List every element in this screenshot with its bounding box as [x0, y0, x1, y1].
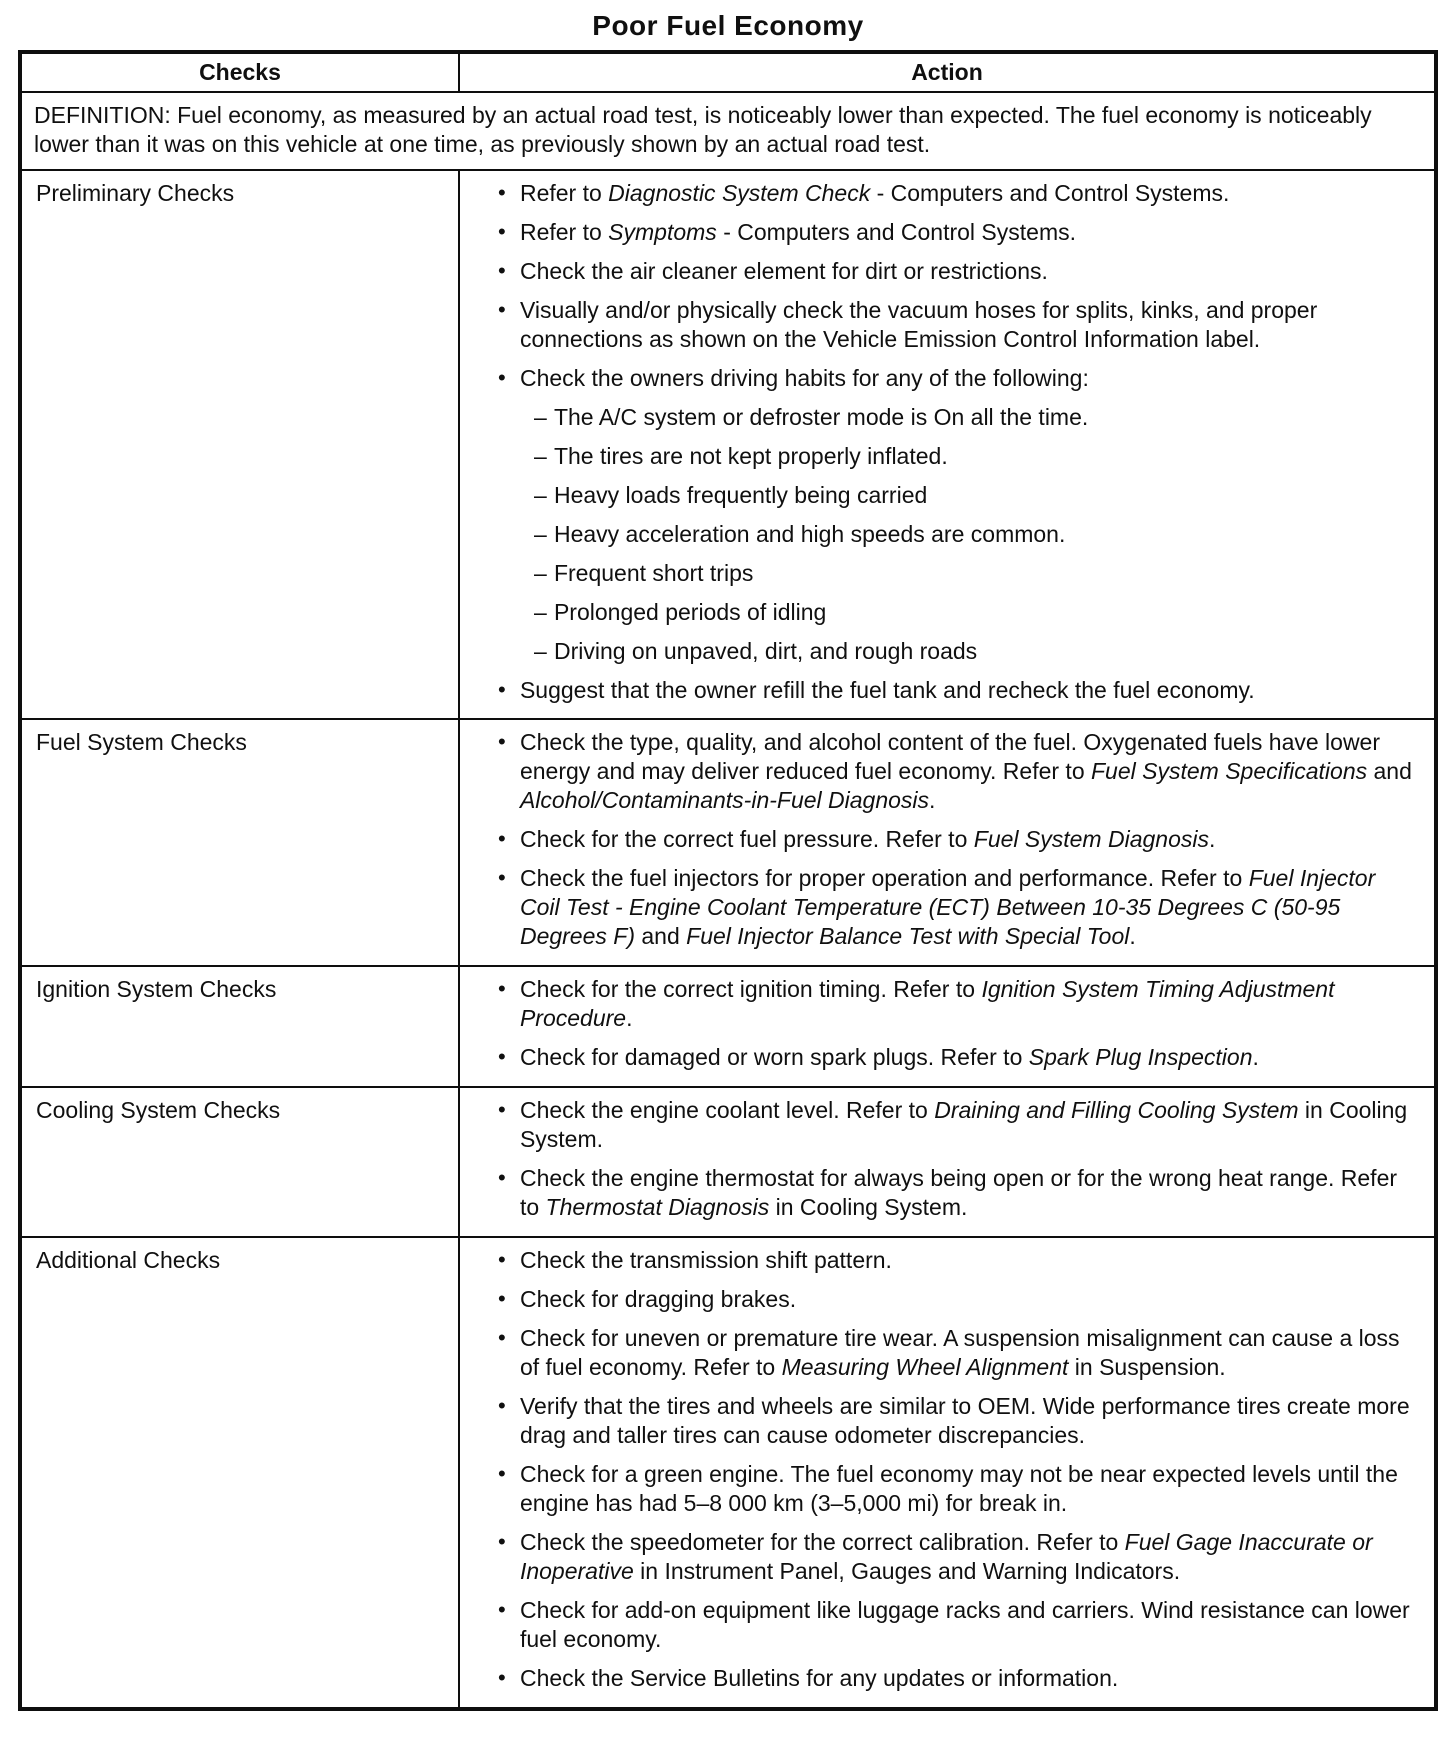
- action-text: Check for damaged or worn spark plugs. Refer to Spark Plug Inspection.: [519, 1044, 1259, 1071]
- definition-text: DEFINITION: Fuel economy, as measured by an actual road test, is noticeably lower than expected. The fuel economy is noticeably lower than it was on this vehicle at one time, as previously shown by an actual road test.: [20, 92, 1436, 170]
- action-item: [498, 179, 1418, 208]
- subitem-text: Frequent short trips: [553, 559, 754, 586]
- action-item: [498, 864, 1418, 951]
- bullet-icon: •: [497, 1097, 506, 1123]
- action-item: [498, 1664, 1418, 1693]
- bullet-icon: •: [497, 257, 506, 283]
- action-cell: [459, 719, 1436, 966]
- action-subitem: [534, 559, 1418, 588]
- action-subitem: [534, 520, 1418, 549]
- definition-row: [20, 92, 1436, 170]
- dash-icon: –: [533, 598, 547, 625]
- table-row: [20, 966, 1436, 1087]
- bullet-icon: •: [497, 676, 506, 702]
- bullet-icon: •: [497, 179, 506, 205]
- action-text: Refer to Diagnostic System Check - Computers and Control Systems.: [519, 179, 1230, 206]
- bullet-icon: •: [497, 1286, 506, 1311]
- action-item: [498, 257, 1418, 286]
- action-item: [498, 676, 1418, 705]
- action-subitem: [534, 598, 1418, 627]
- action-item: [498, 1043, 1418, 1072]
- action-item: [498, 1596, 1418, 1654]
- table-row: [20, 170, 1436, 720]
- action-item: [498, 975, 1418, 1033]
- action-item: [498, 1096, 1418, 1154]
- table-row: [20, 719, 1436, 966]
- subitem-text: Heavy loads frequently being carried: [553, 481, 928, 508]
- action-item: [498, 1324, 1418, 1382]
- action-text: Check the owners driving habits for any of the following:: [519, 364, 1089, 391]
- action-text: Check the speedometer for the correct calibration. Refer to Fuel Gage Inaccurate or Inoperative in Instrument Panel, Gauges and Warning Indicators.: [519, 1528, 1373, 1584]
- bullet-icon: •: [497, 1460, 506, 1486]
- action-text: Visually and/or physically check the vacuum hoses for splits, kinks, and proper connections as shown on the Vehicle Emission Control Information label.: [519, 296, 1318, 352]
- action-text: Refer to Symptoms - Computers and Control Systems.: [519, 218, 1076, 245]
- bullet-icon: •: [497, 1596, 506, 1622]
- action-text: Check for a green engine. The fuel economy may not be near expected levels until the engine has had 5–8 000 km (3–5,000 mi) for break in.: [519, 1460, 1398, 1516]
- subitem-text: The tires are not kept properly inflated.: [553, 442, 948, 469]
- subitem-text: Driving on unpaved, dirt, and rough roads: [553, 637, 978, 664]
- bullet-icon: •: [497, 865, 506, 891]
- action-item: [498, 1285, 1418, 1314]
- action-cell: [459, 1087, 1436, 1237]
- table-row: [20, 1087, 1436, 1237]
- action-cell: [459, 170, 1436, 720]
- bullet-icon: •: [497, 976, 506, 1002]
- bullet-icon: •: [497, 1528, 506, 1554]
- action-item: [498, 1528, 1418, 1586]
- action-subitem: [534, 637, 1418, 666]
- action-item: [498, 218, 1418, 247]
- action-text: Check for the correct ignition timing. Refer to Ignition System Timing Adjustment Procedure.: [519, 976, 1335, 1032]
- subitem-text: Heavy acceleration and high speeds are common.: [553, 520, 1066, 547]
- action-text: Check for add-on equipment like luggage racks and carriers. Wind resistance can lower fuel economy.: [519, 1596, 1410, 1652]
- check-category-label: Preliminary Checks: [20, 170, 459, 720]
- table-header-row: [20, 52, 1436, 92]
- table-row: [20, 1237, 1436, 1709]
- action-item: [498, 1460, 1418, 1518]
- bullet-icon: •: [497, 218, 506, 244]
- action-item: [498, 364, 1418, 393]
- action-item: [498, 1392, 1418, 1450]
- action-text: Check the transmission shift pattern.: [519, 1247, 892, 1274]
- action-item: [498, 825, 1418, 854]
- bullet-icon: •: [497, 826, 506, 852]
- subitem-text: The A/C system or defroster mode is On all the time.: [553, 403, 1089, 430]
- action-text: Check the engine coolant level. Refer to Draining and Filling Cooling System in Cooling System.: [519, 1097, 1408, 1153]
- column-header-action: Action: [459, 52, 1436, 92]
- action-item: [498, 1246, 1418, 1275]
- dash-icon: –: [533, 637, 547, 664]
- bullet-icon: •: [497, 1165, 506, 1191]
- check-category-label: Cooling System Checks: [20, 1087, 459, 1237]
- check-category-label: Fuel System Checks: [20, 719, 459, 966]
- action-text: Check the Service Bulletins for any updates or information.: [519, 1664, 1119, 1691]
- action-text: Check for dragging brakes.: [519, 1286, 797, 1312]
- dash-icon: –: [533, 481, 547, 508]
- bullet-icon: •: [497, 729, 506, 755]
- diagnostic-table: [18, 50, 1438, 1711]
- action-cell: [459, 966, 1436, 1087]
- action-text: Check for uneven or premature tire wear. A suspension misalignment can cause a loss of fuel economy. Refer to Measuring Wheel Alignment in Suspension.: [519, 1324, 1400, 1380]
- check-category-label: Additional Checks: [20, 1237, 459, 1709]
- page-title: Poor Fuel Economy: [592, 10, 864, 41]
- bullet-icon: •: [497, 296, 506, 322]
- bullet-icon: •: [497, 1044, 506, 1070]
- action-text: Check the type, quality, and alcohol content of the fuel. Oxygenated fuels have lower energy and may deliver reduced fuel economy. Refer to Fuel System Specifications and Alcohol/Contaminants-in-Fuel Diagnosis.: [519, 729, 1412, 814]
- bullet-icon: •: [497, 1324, 506, 1350]
- bullet-icon: •: [497, 364, 506, 390]
- action-text: Suggest that the owner refill the fuel tank and recheck the fuel economy.: [519, 676, 1255, 703]
- dash-icon: –: [533, 559, 547, 586]
- dash-icon: –: [533, 403, 547, 430]
- action-text: Check the air cleaner element for dirt or restrictions.: [519, 257, 1048, 284]
- action-subitem: [534, 403, 1418, 432]
- action-text: Check the engine thermostat for always being open or for the wrong heat range. Refer to Thermostat Diagnosis in Cooling System.: [519, 1165, 1398, 1221]
- table-body: [20, 92, 1436, 1709]
- subitem-text: Prolonged periods of idling: [553, 598, 827, 625]
- action-item: [498, 728, 1418, 815]
- bullet-icon: •: [497, 1247, 506, 1273]
- action-text: Verify that the tires and wheels are similar to OEM. Wide performance tires create more drag and taller tires can cause odometer discrepancies.: [519, 1392, 1410, 1448]
- action-subitem: [534, 481, 1418, 510]
- bullet-icon: •: [497, 1664, 506, 1690]
- action-subitem: [534, 442, 1418, 471]
- action-text: Check the fuel injectors for proper operation and performance. Refer to Fuel Injector Coil Test - Engine Coolant Temperature (ECT) Between 10-35 Degrees C (50-95 Degrees F) and Fuel Injector Balance Test with Special Tool.: [519, 865, 1376, 950]
- action-text: Check for the correct fuel pressure. Refer to Fuel System Diagnosis.: [519, 826, 1216, 853]
- dash-icon: –: [533, 442, 547, 469]
- dash-icon: –: [533, 520, 547, 547]
- action-cell: [459, 1237, 1436, 1709]
- check-category-label: Ignition System Checks: [20, 966, 459, 1087]
- action-item: [498, 296, 1418, 354]
- column-header-checks: Checks: [20, 52, 459, 92]
- action-item: [498, 1164, 1418, 1222]
- bullet-icon: •: [497, 1392, 506, 1418]
